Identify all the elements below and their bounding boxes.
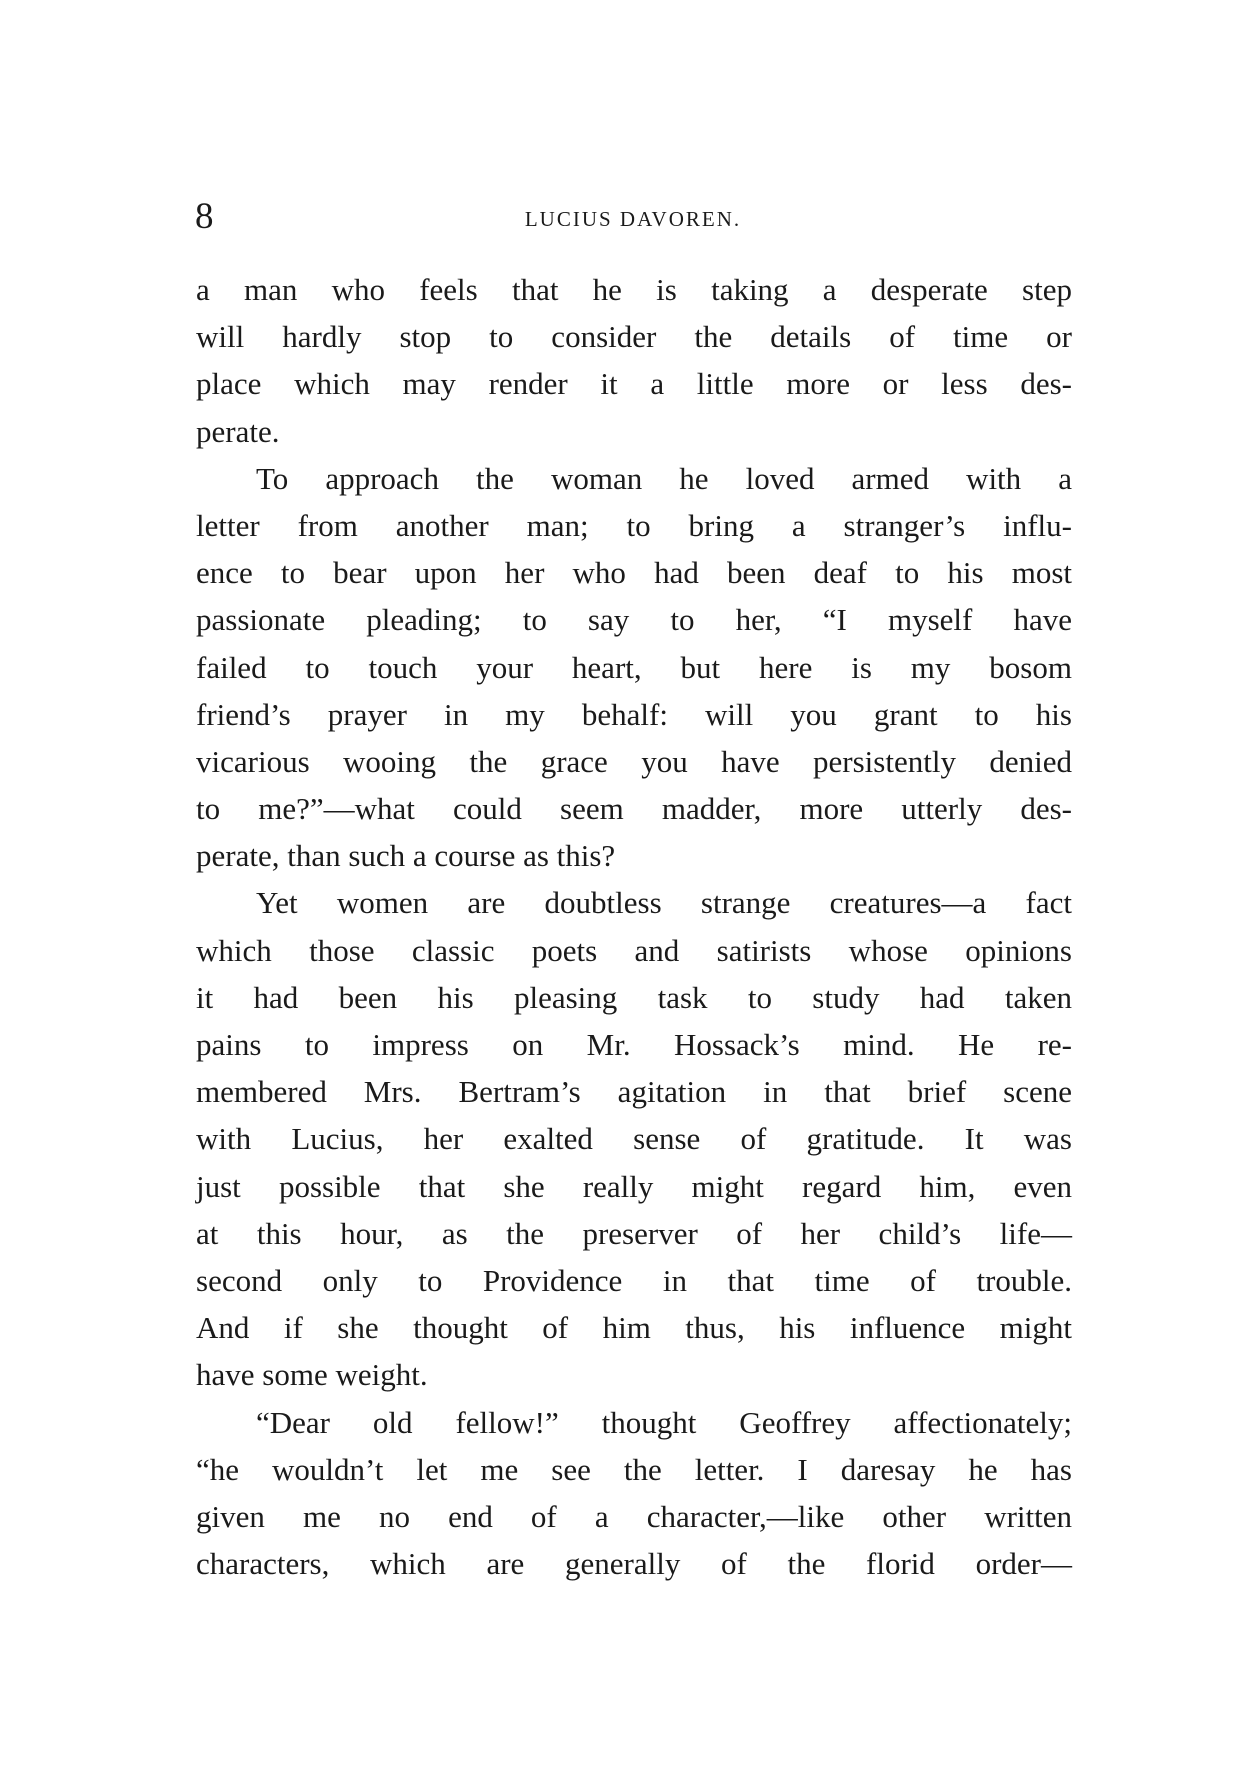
text-line: “he wouldn’t let me see the letter. I daresay he has	[196, 1451, 1072, 1487]
text-line: at this hour, as the preserver of her child’s life—	[196, 1215, 1072, 1251]
paragraph	[196, 266, 1072, 455]
text-line: place which may render it a little more or less des-	[196, 366, 1072, 402]
text-line: friend’s prayer in my behalf: will you grant to his	[196, 696, 1072, 732]
text-line: To approach the woman he loved armed with a	[256, 460, 1072, 496]
text-line: second only to Providence in that time of trouble.	[196, 1262, 1072, 1298]
text-line: with Lucius, her exalted sense of gratitude. It was	[196, 1121, 1072, 1157]
text-line: given me no end of a character,—like other written	[196, 1498, 1072, 1534]
text-line: letter from another man; to bring a stranger’s influ-	[196, 507, 1072, 543]
text-line: have some weight.	[196, 1357, 428, 1393]
text-line: Yet women are doubtless strange creatures—a fact	[256, 885, 1072, 921]
text-line: perate.	[196, 413, 280, 449]
text-line: failed to touch your heart, but here is my bosom	[196, 649, 1072, 685]
page-number: 8	[195, 196, 214, 237]
text-line: characters, which are generally of the florid order—	[196, 1546, 1072, 1582]
text-line: which those classic poets and satirists whose opinions	[196, 932, 1072, 968]
text-line: membered Mrs. Bertram’s agitation in that brief scene	[196, 1074, 1072, 1110]
paragraph	[196, 879, 1072, 1398]
text-line: pains to impress on Mr. Hossack’s mind. He re-	[196, 1027, 1072, 1062]
text-line: a man who feels that he is taking a desperate step	[196, 272, 1072, 307]
text-line: “Dear old fellow!” thought Geoffrey affectionately;	[256, 1404, 1072, 1440]
text-line: to me?”—what could seem madder, more utterly des-	[196, 791, 1072, 827]
text-line: perate, than such a course as this?	[196, 838, 616, 874]
text-line: ence to bear upon her who had been deaf to his most	[196, 555, 1072, 591]
text-line: it had been his pleasing task to study had taken	[196, 979, 1072, 1015]
running-title: LUCIUS DAVOREN.	[524, 207, 742, 231]
text-line: passionate pleading; to say to her, “I myself have	[196, 602, 1072, 638]
text-line: just possible that she really might regard him, even	[196, 1168, 1072, 1204]
text-line: And if she thought of him thus, his influence might	[196, 1310, 1072, 1346]
body-text	[196, 266, 1072, 1587]
page-header	[193, 193, 1073, 241]
text-line: will hardly stop to consider the details of time or	[196, 319, 1072, 355]
paragraph	[196, 455, 1072, 880]
text-line: vicarious wooing the grace you have persistently denied	[196, 743, 1072, 779]
paragraph	[196, 1399, 1072, 1588]
